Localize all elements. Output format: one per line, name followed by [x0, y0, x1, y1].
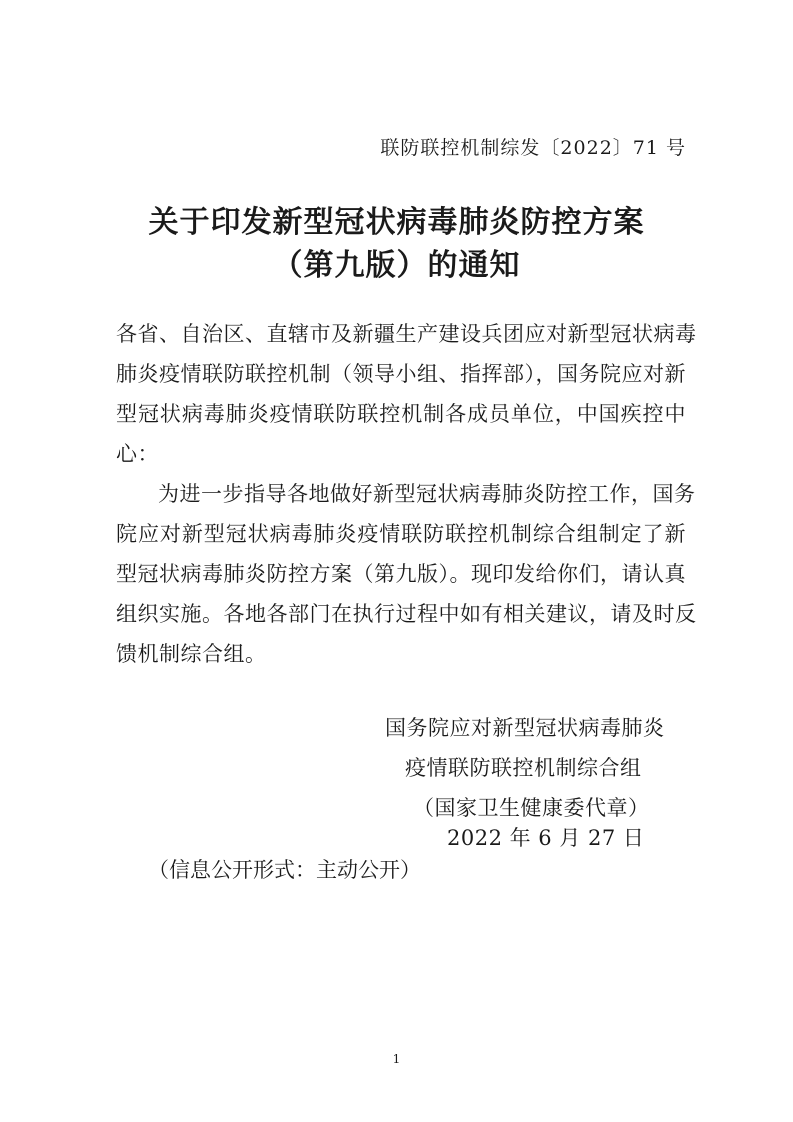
document-title-line-1: 关于印发新型冠状病毒肺炎防控方案: [148, 205, 645, 240]
signature-org-line-2: 疫情联防联控机制综合组: [405, 756, 642, 780]
document-number: 联防联控机制综发〔2022〕71 号: [380, 137, 686, 159]
signature-seal-note: （国家卫生健康委代章）: [413, 796, 650, 820]
body-line-2: 院应对新型冠状病毒肺炎疫情联防联控机制综合组制定了新: [116, 522, 686, 546]
signature-org-line-1: 国务院应对新型冠状病毒肺炎: [385, 716, 665, 740]
signature-date: 2022 年 6 月 27 日: [447, 826, 645, 850]
page-number: 1: [392, 1052, 401, 1066]
body-line-4: 组织实施。各地各部门在执行过程中如有相关建议，请及时反: [116, 602, 697, 626]
body-line-3: 型冠状病毒肺炎防控方案（第九版）。现印发给你们，请认真: [116, 562, 686, 586]
disclosure-note: （信息公开形式：主动公开）: [148, 858, 421, 882]
recipient-line-4: 心：: [116, 442, 159, 466]
body-line-1: 为进一步指导各地做好新型冠状病毒肺炎防控工作，国务: [158, 482, 696, 506]
document-title-line-2: （第九版）的通知: [272, 248, 521, 283]
recipient-line-1: 各省、自治区、直辖市及新疆生产建设兵团应对新型冠状病毒: [116, 322, 697, 346]
body-line-5: 馈机制综合组。: [116, 642, 267, 666]
recipient-line-3: 型冠状病毒肺炎疫情联防联控机制各成员单位，中国疾控中: [116, 402, 686, 426]
recipient-line-2: 肺炎疫情联防联控机制（领导小组、指挥部），国务院应对新: [116, 362, 686, 386]
